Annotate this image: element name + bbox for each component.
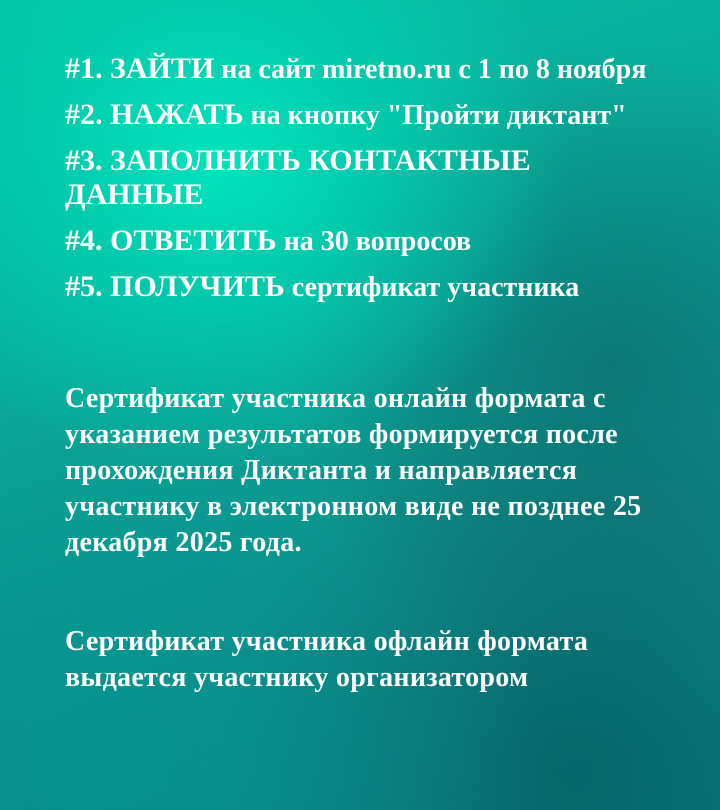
step-1-action: #1. ЗАЙТИ — [65, 52, 215, 85]
step-5-action: #5. ПОЛУЧИТЬ — [65, 270, 285, 303]
step-3-action: #3. ЗАПОЛНИТЬ КОНТАКТНЫЕ ДАННЫЕ — [65, 144, 531, 211]
step-2-text: на кнопку "Пройти диктант" — [243, 100, 627, 131]
instructions-block — [65, 52, 665, 696]
step-5-text: сертификат участника — [284, 272, 580, 303]
step-1 — [65, 52, 665, 86]
step-2 — [65, 98, 665, 132]
step-4 — [65, 224, 665, 258]
online-certificate-paragraph: Сертификат участника онлайн формата с указанием результатов формируется после прохождения Диктанта и направляется участнику в электронном виде не позднее 25 декабря 2025 года. — [65, 383, 642, 558]
step-2-action: #2. НАЖАТЬ — [65, 98, 244, 131]
step-5 — [65, 270, 665, 304]
step-1-text: на сайт miretno.ru с 1 по 8 ноября — [214, 54, 647, 85]
offline-certificate-paragraph: Сертификат участника офлайн формата выдается участнику организатором — [65, 626, 589, 693]
step-4-action: #4. ОТВЕТИТЬ — [65, 224, 277, 257]
step-3 — [65, 144, 665, 212]
step-4-text: на 30 вопросов — [276, 226, 472, 257]
